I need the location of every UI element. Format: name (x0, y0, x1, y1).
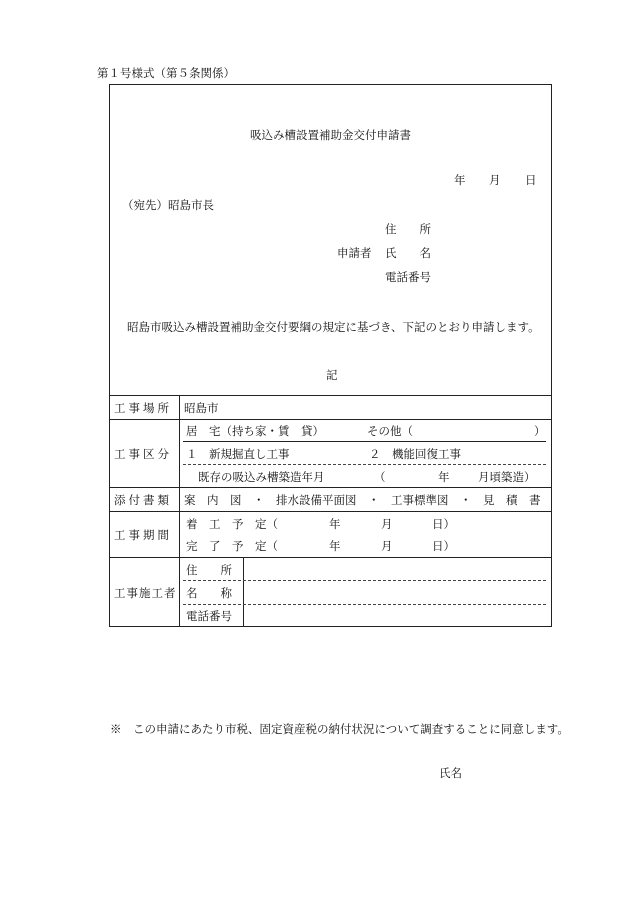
existing-tank-date-label: 既存の吸込み槽築造年月 (198, 470, 325, 484)
category-option-2: ２ 機能回復工事 (369, 447, 461, 461)
date-month-label: 月 (489, 173, 501, 187)
contractor-address-label: 住 所 (186, 563, 232, 577)
period-end-day: 日） (432, 539, 455, 553)
existing-tank-month: 月頃築造） (478, 470, 536, 484)
contractor-name-label: 名 称 (186, 586, 232, 600)
signature-label: 氏名 (439, 766, 462, 780)
applicant-address-label: 住 所 (385, 222, 431, 236)
category-other-close: ） (534, 424, 546, 438)
location-value: 昭島市 (184, 401, 219, 415)
period-end-month: 月 (381, 539, 393, 553)
date-year-label: 年 (454, 173, 466, 187)
category-residence: 居 宅（持ち家・賃 貸） (186, 424, 324, 438)
contractor-label: 工事施工者 (114, 586, 177, 600)
applicant-phone-label: 電話番号 (385, 270, 431, 284)
period-end-year: 年 (329, 539, 341, 553)
contractor-phone-label: 電話番号 (186, 609, 232, 623)
ki-heading: 記 (326, 368, 338, 382)
category-divider (183, 441, 546, 442)
form-number-label: 第１号様式（第５条関係） (97, 66, 235, 80)
location-label: 工事場所 (114, 401, 172, 415)
application-statement: 昭島市吸込み槽設置補助金交付要綱の規定に基づき、下記のとおり申請します。 (127, 320, 540, 334)
row-rule (109, 557, 552, 558)
row-rule (109, 419, 552, 420)
period-start-month: 月 (381, 517, 393, 531)
row-rule (109, 487, 552, 488)
period-label: 工事期間 (114, 528, 172, 542)
date-day-label: 日 (525, 173, 537, 187)
consent-statement: ※ この申請にあたり市税、固定資産税の納付状況について調査することに同意します。 (110, 722, 569, 736)
period-start-year: 年 (329, 517, 341, 531)
period-start-label: 着 工 予 定（ (186, 517, 278, 531)
category-option-1: １ 新規掘直し工事 (186, 447, 290, 461)
period-start-day: 日） (432, 517, 455, 531)
category-other: その他（ (367, 424, 413, 438)
contractor-dashed-rule (183, 604, 546, 605)
category-dashed-rule (183, 464, 546, 465)
form-title: 吸込み槽設置補助金交付申請書 (250, 128, 411, 142)
table-top-rule (109, 395, 552, 396)
existing-tank-date-open: （ (374, 470, 386, 484)
existing-tank-year: 年 (438, 470, 450, 484)
contractor-dashed-rule (183, 580, 546, 581)
applicant-name-label: 氏 名 (385, 246, 431, 260)
period-end-label: 完 了 予 定（ (186, 539, 278, 553)
category-label: 工事区分 (114, 447, 172, 461)
attachments-value: 案 内 図 ・ 排水設備平面図 ・ 工事標準図 ・ 見 積 書 (184, 493, 541, 507)
applicant-role-label: 申請者 (337, 246, 372, 260)
addressee: （宛先）昭島市長 (122, 198, 214, 212)
label-column-rule (179, 395, 180, 627)
attachments-label: 添付書類 (114, 493, 172, 507)
contractor-sub-rule (243, 557, 244, 627)
row-rule (109, 511, 552, 512)
